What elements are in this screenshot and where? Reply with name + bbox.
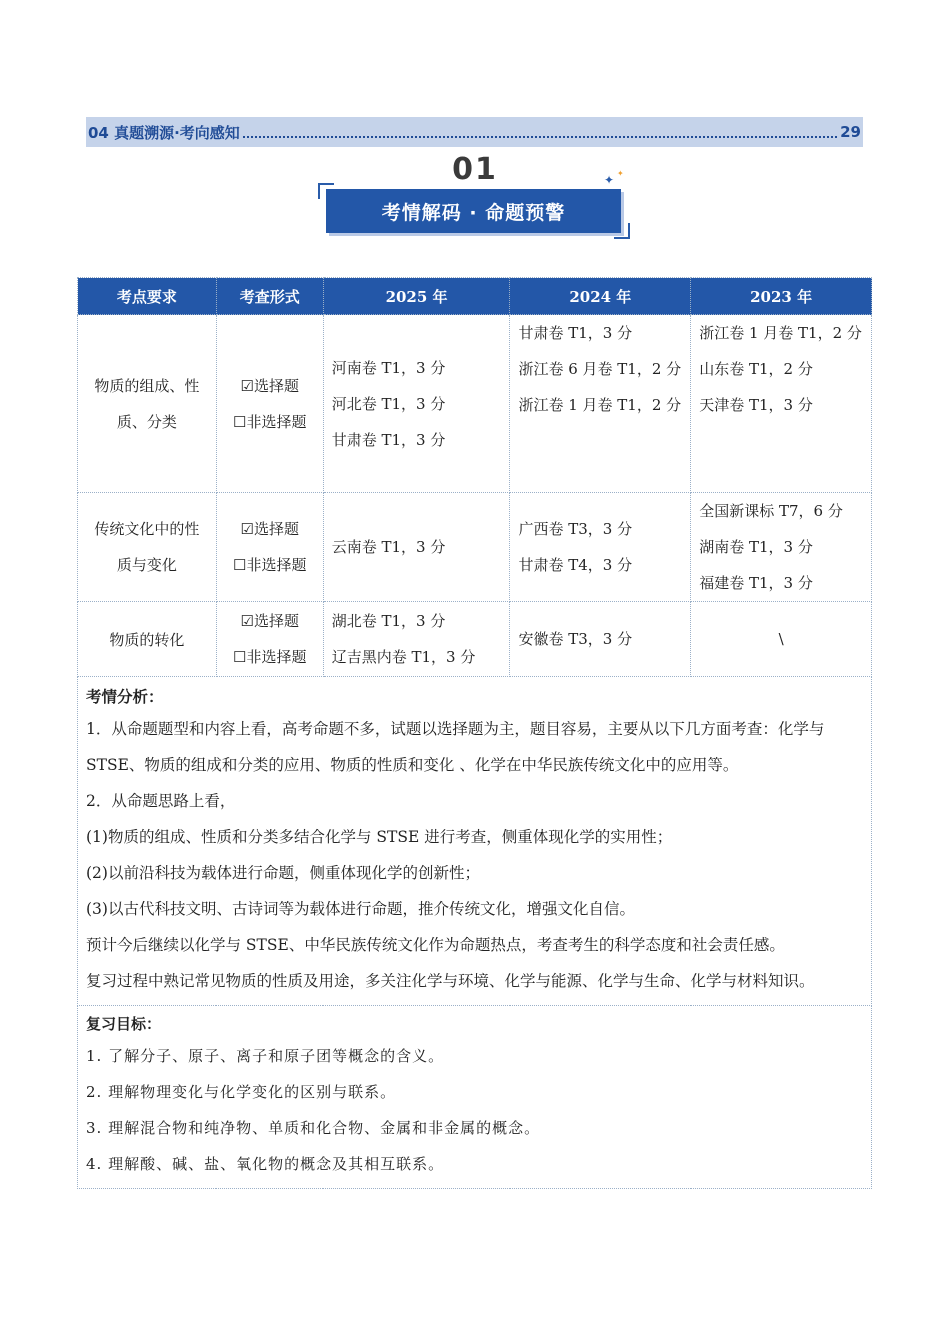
cell-2024: 安徽卷 T3，3 分 bbox=[510, 602, 691, 677]
sparkle-icon: ✦ bbox=[604, 173, 615, 187]
cell-2024: 甘肃卷 T1，3 分 浙江卷 6 月卷 T1，2 分 浙江卷 1 月卷 T1，2 分 bbox=[510, 315, 691, 493]
analysis-heading: 考情分析： bbox=[86, 688, 164, 706]
form-cell: ☑选择题 ☐非选择题 bbox=[216, 315, 323, 493]
analysis-cell bbox=[78, 677, 872, 1006]
topic-cell: 传统文化中的性质与变化 bbox=[78, 493, 217, 602]
analysis-paragraph: (1)物质的组成、性质和分类多结合化学与 STSE 进行考查，侧重体现化学的实用性； bbox=[86, 828, 673, 846]
toc-title: 04 真题溯源·考向感知 bbox=[88, 123, 240, 142]
cell-2025: 河南卷 T1，3 分 河北卷 T1，3 分 甘肃卷 T1，3 分 bbox=[323, 315, 510, 493]
analysis-paragraph: (2)以前沿科技为载体进行命题，侧重体现化学的创新性； bbox=[86, 864, 480, 882]
goal-item: 4. 理解酸、碱、盐、氧化物的概念及其相互联系。 bbox=[86, 1155, 445, 1173]
goals-heading: 复习目标： bbox=[86, 1015, 162, 1033]
goals-row bbox=[78, 1006, 872, 1189]
section-number: 01 bbox=[452, 152, 498, 187]
analysis-paragraph: 2．从命题思路上看， bbox=[86, 792, 236, 810]
topic-cell: 物质的组成、性质、分类 bbox=[78, 315, 217, 493]
analysis-paragraph: 1．从命题题型和内容上看，高考命题不多，试题以选择题为主，题目容易，主要从以下几方面考查：化学与 STSE、物质的组成和分类的应用、物质的性质和变化 、化学在中华民族传统文化中的应用等。 bbox=[86, 720, 825, 774]
topic-cell: 物质的转化 bbox=[78, 602, 217, 677]
cell-2023: \ bbox=[691, 602, 872, 677]
table-row bbox=[78, 602, 872, 677]
toc-leader-dots bbox=[243, 136, 837, 138]
toc-entry[interactable] bbox=[86, 117, 863, 147]
table-header-row bbox=[78, 278, 872, 315]
exam-analysis-table bbox=[77, 277, 872, 1189]
form-cell: ☑选择题 ☐非选择题 bbox=[216, 602, 323, 677]
analysis-paragraph: 预计今后继续以化学与 STSE、中华民族传统文化作为命题热点，考查考生的科学态度和社会责任感。 bbox=[86, 936, 785, 954]
cell-2023: 全国新课标 T7，6 分 湖南卷 T1，3 分 福建卷 T1，3 分 bbox=[691, 493, 872, 602]
cell-2025: 云南卷 T1，3 分 bbox=[323, 493, 510, 602]
analysis-paragraph: 复习过程中熟记常见物质的性质及用途，多关注化学与环境、化学与能源、化学与生命、化学与材料知识。 bbox=[86, 972, 815, 990]
header-2025: 2025 年 bbox=[323, 278, 510, 315]
goal-item: 3. 理解混合物和纯净物、单质和化合物、金属和非金属的概念。 bbox=[86, 1119, 541, 1137]
analysis-paragraph: (3)以古代科技文明、古诗词等为载体进行命题，推介传统文化，增强文化自信。 bbox=[86, 900, 635, 918]
header-topic: 考点要求 bbox=[78, 278, 217, 315]
goals-cell bbox=[78, 1006, 872, 1189]
analysis-row bbox=[78, 677, 872, 1006]
header-form: 考查形式 bbox=[216, 278, 323, 315]
header-2023: 2023 年 bbox=[691, 278, 872, 315]
goal-item: 2. 理解物理变化与化学变化的区别与联系。 bbox=[86, 1083, 397, 1101]
form-cell: ☑选择题 ☐非选择题 bbox=[216, 493, 323, 602]
table-row bbox=[78, 493, 872, 602]
goal-item: 1. 了解分子、原子、离子和原子团等概念的含义。 bbox=[86, 1047, 445, 1065]
toc-page-number: 29 bbox=[840, 123, 861, 141]
cell-2023: 浙江卷 1 月卷 T1，2 分 山东卷 T1，2 分 天津卷 T1，3 分 bbox=[691, 315, 872, 493]
table-row bbox=[78, 315, 872, 493]
sparkle-dot-icon: ✦ bbox=[617, 169, 624, 178]
cell-2025: 湖北卷 T1，3 分 辽吉黑内卷 T1，3 分 bbox=[323, 602, 510, 677]
section-banner-title: 考情解码 · 命题预警 bbox=[326, 189, 621, 233]
header-2024: 2024 年 bbox=[510, 278, 691, 315]
section-banner bbox=[318, 183, 630, 239]
cell-2024: 广西卷 T3，3 分 甘肃卷 T4，3 分 bbox=[510, 493, 691, 602]
